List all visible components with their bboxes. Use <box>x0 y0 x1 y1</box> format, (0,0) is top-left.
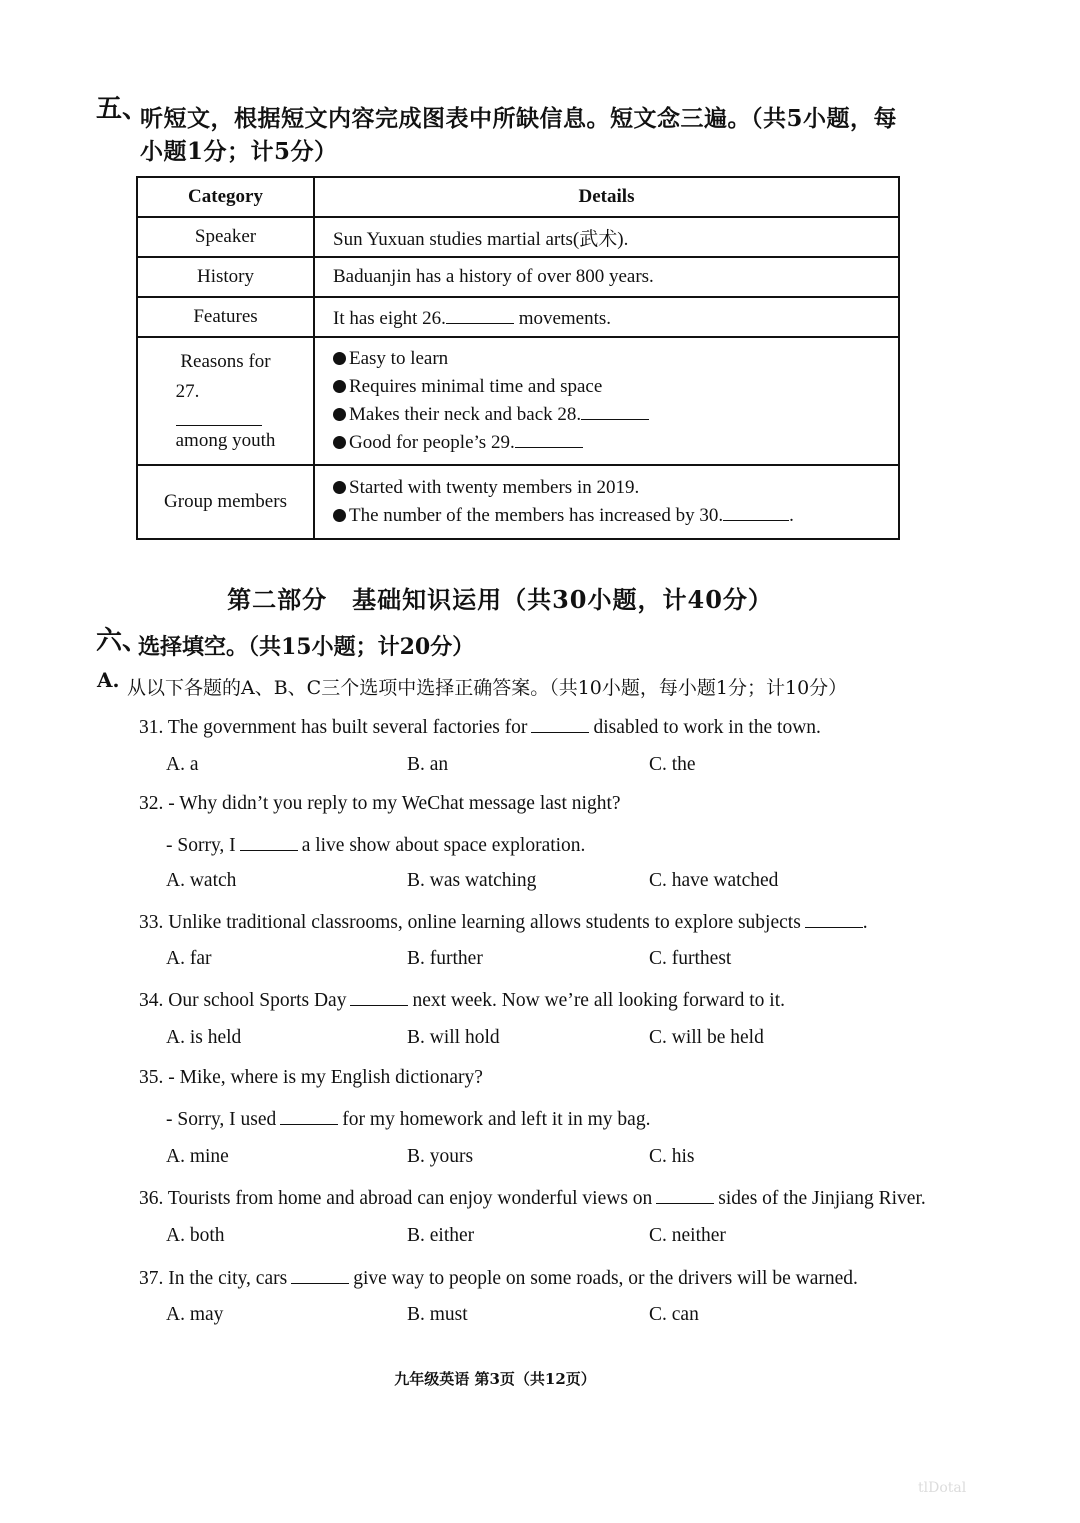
q31-blank[interactable] <box>531 714 589 733</box>
q37-text-after: give way to people on some roads, or the drivers will be warned. <box>353 1268 858 1289</box>
cell-features-details <box>314 297 899 337</box>
answer-blank-29[interactable] <box>515 429 583 448</box>
question-32-line2 <box>166 832 585 857</box>
cell-history-category: History <box>137 257 314 297</box>
listening-info-table <box>136 176 900 540</box>
q31-option-b[interactable]: B. an <box>407 754 449 775</box>
q35-option-b[interactable]: B. yours <box>407 1146 474 1167</box>
q36-blank[interactable] <box>656 1185 714 1204</box>
question-36 <box>139 1185 926 1210</box>
cell-reasons-details <box>314 337 899 465</box>
bullet-dot-icon <box>333 481 346 494</box>
q31-option-c[interactable]: C. the <box>649 754 696 775</box>
group-bullet-1 <box>333 474 898 502</box>
cell-speaker-category: Speaker <box>137 217 314 257</box>
reasons-number-27: 27. <box>175 380 200 402</box>
reason-text-4: Good for people’s 29. <box>349 432 515 453</box>
q32-option-c[interactable]: C. have watched <box>649 870 779 891</box>
reason-text-2: Requires minimal time and space <box>349 376 603 397</box>
section6-instruction: 选择填空。（共15小题；计20分） <box>138 634 475 660</box>
q37-option-c[interactable]: C. can <box>649 1304 699 1325</box>
watermark-text: tlDotal <box>918 1480 967 1496</box>
cell-group-details <box>314 465 899 539</box>
table-row-history <box>137 257 899 297</box>
question-35-line2 <box>166 1106 650 1131</box>
q32-blank[interactable] <box>240 832 298 851</box>
features-text-before: It has eight 26. <box>333 307 446 329</box>
q37-option-a[interactable]: A. may <box>166 1304 224 1325</box>
table-row-features <box>137 297 899 337</box>
reason-bullet-1 <box>333 345 898 373</box>
table-row-group <box>137 465 899 539</box>
cell-group-category: Group members <box>137 465 314 539</box>
q32-text-before: - Sorry, I <box>166 835 236 856</box>
group-text-1: Started with twenty members in 2019. <box>349 477 640 498</box>
section5-number: 五、 <box>96 94 149 124</box>
reason-bullet-3 <box>333 401 898 429</box>
q33-option-c[interactable]: C. furthest <box>649 948 732 969</box>
reason-text-1: Easy to learn <box>349 348 449 369</box>
q32-option-a[interactable]: A. watch <box>166 870 237 891</box>
cell-history-details: Baduanjin has a history of over 800 years. <box>314 257 899 297</box>
reason-text-3: Makes their neck and back 28. <box>349 404 582 425</box>
reasons-label-line3: among youth <box>175 429 276 451</box>
q34-text-after: next week. Now we’re all looking forward to it. <box>412 990 786 1011</box>
q33-text-before: 33. Unlike traditional classrooms, online learning allows students to explore subjects <box>139 912 801 933</box>
q34-blank[interactable] <box>350 987 408 1006</box>
table-row-speaker <box>137 217 899 257</box>
question-32-line1: 32. - Why didn’t you reply to my WeChat message last night? <box>139 793 621 814</box>
q35-option-c[interactable]: C. his <box>649 1146 695 1167</box>
q36-option-a[interactable]: A. both <box>166 1225 225 1246</box>
bullet-dot-icon <box>333 436 346 449</box>
group-text-2: The number of the members has increased by 30. <box>349 505 724 526</box>
section5-instruction: 听短文，根据短文内容完成图表中所缺信息。短文念三遍。（共5小题，每小题1分；计5分） <box>140 105 898 165</box>
bullet-dot-icon <box>333 380 346 393</box>
reason-bullet-2 <box>333 373 898 401</box>
cell-features-category: Features <box>137 297 314 337</box>
q32-option-b[interactable]: B. was watching <box>407 870 537 891</box>
q34-option-c[interactable]: C. will be held <box>649 1027 764 1048</box>
q31-option-a[interactable]: A. a <box>166 754 199 775</box>
q35-text-after: for my homework and left it in my bag. <box>342 1109 651 1130</box>
q33-option-a[interactable]: A. far <box>166 948 212 969</box>
q36-text-before: 36. Tourists from home and abroad can enjoy wonderful views on <box>139 1188 653 1209</box>
reason-bullet-4 <box>333 429 898 457</box>
q33-text-after: . <box>862 912 868 933</box>
part2-heading: 第二部分 基础知识运用（共30小题，计40分） <box>227 585 773 614</box>
page-footer: 九年级英语 第3页（共12页） <box>394 1370 596 1388</box>
q33-blank[interactable] <box>805 909 863 928</box>
question-35-line1: 35. - Mike, where is my English dictionary? <box>139 1067 483 1088</box>
q31-text-after: disabled to work in the town. <box>593 717 821 738</box>
question-33 <box>139 909 868 934</box>
answer-blank-28[interactable] <box>581 401 649 420</box>
header-details: Details <box>314 177 899 217</box>
q37-text-before: 37. In the city, cars <box>139 1268 288 1289</box>
question-31 <box>139 714 821 739</box>
cell-speaker-details: Sun Yuxuan studies martial arts(武术). <box>314 217 899 257</box>
bullet-dot-icon <box>333 408 346 421</box>
q33-option-b[interactable]: B. further <box>407 948 483 969</box>
reasons-label-line1: Reasons for <box>180 350 271 372</box>
q35-text-before: - Sorry, I used <box>166 1109 277 1130</box>
q36-option-c[interactable]: C. neither <box>649 1225 726 1246</box>
question-37 <box>139 1265 858 1290</box>
header-category: Category <box>137 177 314 217</box>
subsection-a-letter: A. <box>97 668 120 692</box>
q36-option-b[interactable]: B. either <box>407 1225 475 1246</box>
bullet-dot-icon <box>333 352 346 365</box>
group-bullet-2 <box>333 502 898 530</box>
q35-option-a[interactable]: A. mine <box>166 1146 229 1167</box>
q35-blank[interactable] <box>280 1106 338 1125</box>
bullet-dot-icon <box>333 509 346 522</box>
table-row-reasons <box>137 337 899 465</box>
group-text-2-end: . <box>789 505 794 526</box>
q34-option-a[interactable]: A. is held <box>166 1027 242 1048</box>
section6-number: 六、 <box>96 626 149 656</box>
q31-text-before: 31. The government has built several factories for <box>139 717 528 738</box>
q34-text-before: 34. Our school Sports Day <box>139 990 347 1011</box>
reasons-label-line2 <box>176 377 276 426</box>
q36-text-after: sides of the Jinjiang River. <box>718 1188 926 1209</box>
q34-option-b[interactable]: B. will hold <box>407 1027 500 1048</box>
q37-blank[interactable] <box>291 1265 349 1284</box>
cell-reasons-category <box>137 337 314 465</box>
answer-blank-26[interactable] <box>446 305 514 324</box>
q37-option-b[interactable]: B. must <box>407 1304 468 1325</box>
q32-text-after: a live show about space exploration. <box>301 835 586 856</box>
answer-blank-30[interactable] <box>723 502 789 521</box>
question-34 <box>139 987 785 1012</box>
features-text-after: movements. <box>518 307 612 329</box>
answer-blank-27[interactable] <box>176 407 262 426</box>
subsection-a-instruction: 从以下各题的A、B、C三个选项中选择正确答案。（共10小题，每小题1分；计10分） <box>127 677 848 699</box>
table-header-row <box>137 177 899 217</box>
